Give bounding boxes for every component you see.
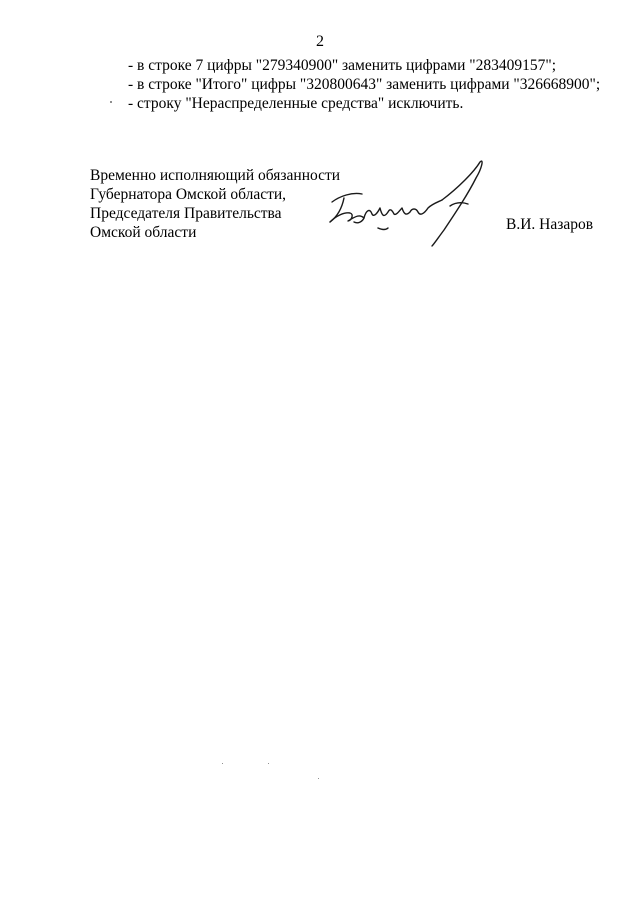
signer-position	[90, 166, 340, 242]
scan-speck	[268, 763, 269, 764]
amendment-list	[128, 56, 600, 113]
page-number: 2	[316, 33, 324, 50]
amendment-item: - строку "Нераспределенные средства" исключить.	[128, 95, 464, 112]
signature-icon	[318, 158, 496, 248]
amendment-item: - в строке 7 цифры "279340900" заменить цифрами "283409157";	[128, 57, 556, 74]
scan-speck	[110, 101, 112, 103]
amendment-item: - в строке "Итого" цифры "320800643" заменить цифрами "326668900";	[128, 76, 601, 93]
signer-position-line: Председателя Правительства	[90, 205, 282, 222]
scan-speck	[222, 763, 223, 764]
scan-speck	[318, 778, 319, 779]
signer-position-line: Временно исполняющий обязанности	[90, 167, 341, 184]
signer-position-line: Губернатора Омской области,	[90, 186, 287, 203]
signer-position-line: Омской области	[90, 224, 197, 241]
signer-name: В.И. Назаров	[506, 216, 594, 233]
